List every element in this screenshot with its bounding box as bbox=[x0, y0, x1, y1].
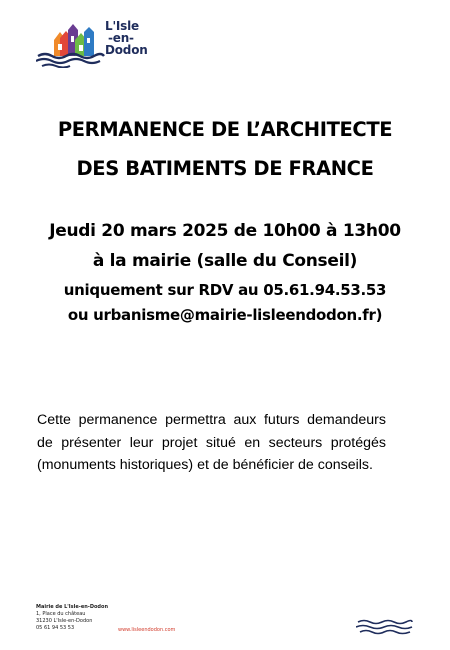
event-date: Jeudi 20 mars 2025 de 10h00 à 13h00 bbox=[49, 221, 401, 241]
page-title-line-2: DES BATIMENTS DE FRANCE bbox=[76, 157, 374, 180]
event-appointment-email: ou urbanisme@mairie-lisleendodon.fr) bbox=[67, 306, 383, 324]
footer-address bbox=[36, 604, 108, 632]
logo-line: L'Isle bbox=[105, 19, 139, 33]
footer-address-line-2: 31230 L'Isle-en-Dodon bbox=[36, 618, 93, 624]
footer-phone: 05 61 94 53 53 bbox=[36, 625, 75, 631]
logo-wordmark bbox=[105, 20, 148, 56]
logo-window bbox=[79, 45, 83, 51]
footer-website-link[interactable]: www.lisleendodon.com bbox=[118, 627, 176, 633]
logo-wave bbox=[36, 59, 100, 63]
event-appointment-phone: uniquement sur RDV au 05.61.94.53.53 bbox=[63, 281, 387, 299]
town-logo-icon bbox=[36, 18, 106, 68]
footer-address-line-1: 1, Place du château bbox=[36, 611, 86, 617]
footer-town-hall-name: Mairie de L'Isle-en-Dodon bbox=[36, 604, 109, 610]
logo-window bbox=[58, 44, 62, 50]
event-place: à la mairie (salle du Conseil) bbox=[92, 251, 358, 271]
town-logo bbox=[36, 18, 151, 68]
logo-window bbox=[87, 38, 90, 43]
body-paragraph: Cette permanence permettra aux futurs demandeurs de présenter leur projet situé en secteurs protégés (monuments historiques) et de bénéficier de conseils. bbox=[37, 412, 386, 473]
footer-waves-icon bbox=[356, 618, 413, 636]
page-title-line-1: PERMANENCE DE L’ARCHITECTE bbox=[57, 118, 393, 141]
logo-wave bbox=[42, 65, 70, 68]
logo-line: -en- bbox=[108, 31, 134, 45]
logo-line: Dodon bbox=[105, 43, 148, 57]
logo-window bbox=[71, 36, 74, 42]
